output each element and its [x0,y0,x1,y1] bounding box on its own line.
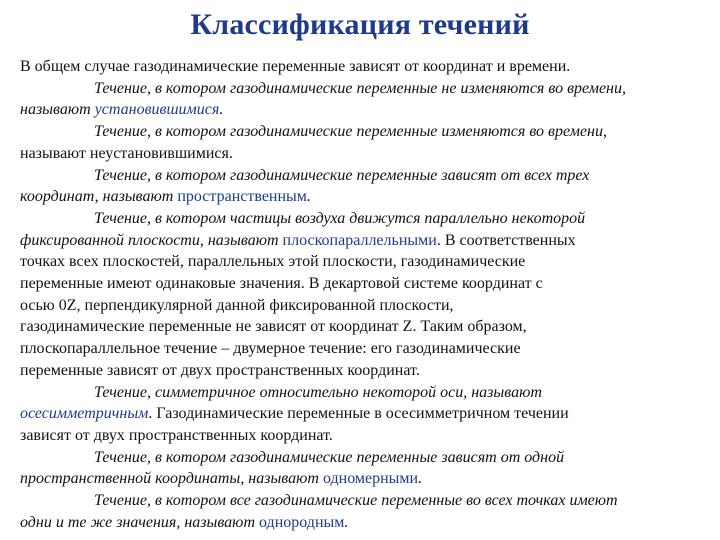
text-span: . [228,144,233,162]
text-span: . [418,470,423,488]
text-line [20,78,710,100]
text-span: зависят от двух пространственных координат. [20,426,333,444]
text-line [20,121,710,143]
text-line [20,316,710,338]
text-span: одни и те же значения, называют [20,513,260,531]
text-span: . В соответственных [436,231,576,249]
text-span: Течение, в котором газодинамические переменные изменяются во времени, [94,123,607,141]
text-line [20,382,710,404]
text-span: называют [20,144,90,162]
term-one-dimensional: одномерными [322,470,419,488]
text-span: Течение, в котором частицы воздуха движутся параллельно некоторой [94,209,586,227]
term-unsteady: неустановившимися [89,144,229,162]
text-span: координат, называют [20,188,178,206]
text-line [20,338,710,360]
text-line [20,56,710,78]
text-span: пространственной координаты, называют [20,470,323,488]
text-line [20,230,710,252]
text-line [20,447,710,469]
text-line [20,208,710,230]
text-line [20,99,710,121]
text-line [20,425,710,447]
text-span: . Газодинамические переменные в осесимметричном течении [148,405,569,423]
term-uniform: однородным [259,513,345,531]
text-span: Течение, симметричное относительно некоторой оси, называют [94,383,542,401]
text-span: точках всех плоскостей, параллельных этой плоскости, газодинамические [20,253,526,271]
text-line [20,468,710,490]
text-line [20,512,710,534]
text-span: плоскопараллельное течение – двумерное течение: его газодинамические [20,340,521,358]
text-span: называют [20,101,95,119]
text-span: осью 0Z, перпендикулярной данной фиксированной плоскости, [20,296,454,314]
text-span: Течение, в котором все газодинамические переменные во всех точках имеют [94,492,618,510]
text-span: . [219,101,224,119]
text-line [20,403,710,425]
text-line [20,143,710,165]
text-line [20,251,710,273]
text-span: Течение, в котором газодинамические переменные не изменяются во времени, [94,79,626,97]
text-span: . [344,513,349,531]
text-span: . [306,188,311,206]
text-line [20,186,710,208]
text-line [20,490,710,512]
term-spatial: пространственным [177,188,307,206]
text-span: фиксированной плоскости, называют [20,231,283,249]
text-span: переменные имеют одинаковые значения. В декартовой системе координат с [20,275,543,293]
text-line [20,273,710,295]
text-line [20,295,710,317]
text-line [20,360,710,382]
slide-body [20,56,710,533]
slide-title: Классификация течений [190,8,530,41]
text-span: Течение, в котором газодинамические переменные зависят от одной [94,448,565,466]
text-line [20,165,710,187]
text-span: переменные зависят от двух пространственных координат. [20,361,420,379]
term-axisymmetric: осесимметричным [20,405,149,423]
text-span: Течение, в котором газодинамические переменные зависят от всех трех [94,166,590,184]
term-plane-parallel: плоскопараллельными [282,231,437,249]
text-span: В общем случае газодинамические переменные зависят от координат и времени. [20,58,571,75]
text-span: газодинамические переменные не зависят от координат Z. Таким образом, [20,318,527,336]
term-steady: установившимися [94,101,220,119]
